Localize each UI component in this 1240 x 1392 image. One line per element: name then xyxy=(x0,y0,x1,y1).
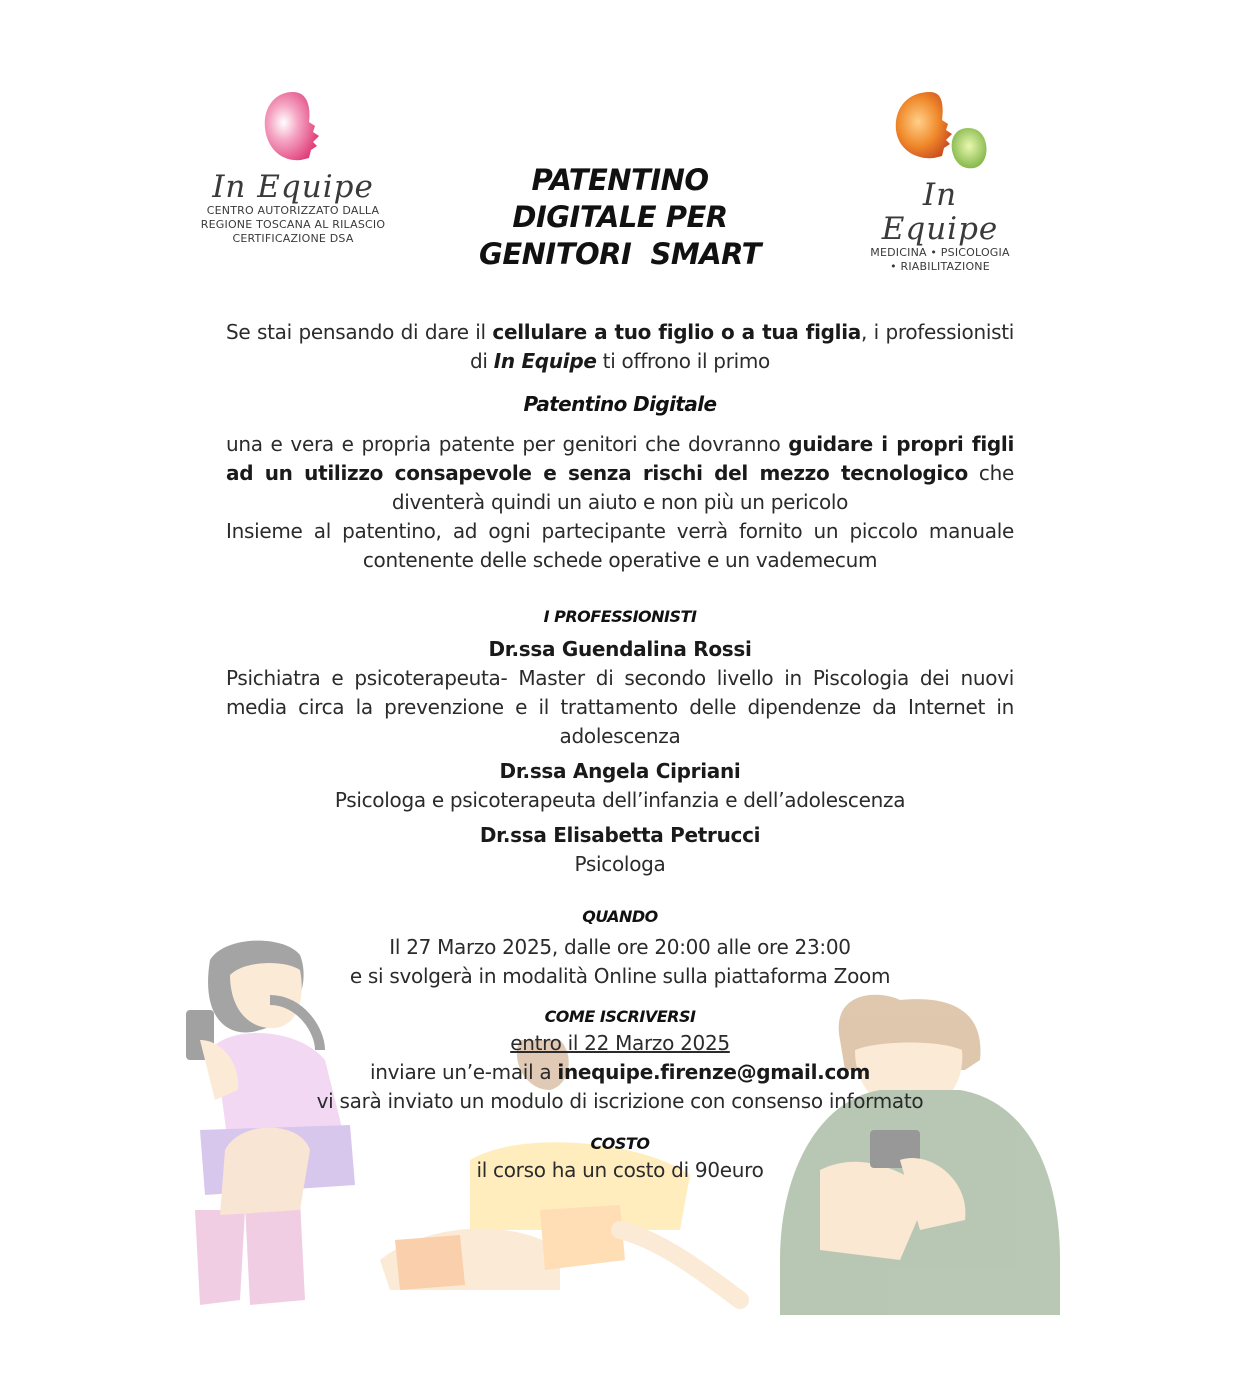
cost-text: il corso ha un costo di 90euro xyxy=(476,1158,764,1182)
title-line: GENITORI SMART xyxy=(479,237,761,271)
signup-deadline xyxy=(226,1029,1014,1058)
manual-paragraph: Insieme al patentino, ad ogni partecipante verrà fornito un piccolo manuale contenente delle schede operative e un vademecum xyxy=(226,519,1014,572)
title-line: PATENTINO xyxy=(531,163,709,197)
logo-brand-right: In Equipe xyxy=(881,177,999,247)
intro-paragraph xyxy=(226,318,1014,376)
description-text: una e vera e propria patente per genitori che dovranno xyxy=(226,432,789,456)
signup-email-line xyxy=(226,1058,1014,1087)
signup-email-prefix: inviare un’e-mail a xyxy=(370,1060,558,1084)
logo-caption-line: REGIONE TOSCANA AL RILASCIO xyxy=(200,218,386,231)
orange-green-heads-logo-icon xyxy=(890,88,990,172)
logo-caption-line: CERTIFICAZIONE DSA xyxy=(232,232,354,245)
intro-text: Se stai pensando di dare il xyxy=(226,320,493,344)
intro-highlight: cellulare a tuo figlio o a tua figlia xyxy=(492,320,861,344)
logo-brand-left: In Equipe xyxy=(212,169,374,205)
signup-note: vi sarà inviato un modulo di iscrizione con consenso informato xyxy=(316,1089,924,1113)
in-equipe-medicina-logo xyxy=(860,88,1020,274)
professional-role: Psicologa xyxy=(574,852,666,876)
page-title xyxy=(440,162,800,273)
cost-heading: COSTO xyxy=(590,1134,650,1153)
professional-name: Dr.ssa Elisabetta Petrucci xyxy=(479,823,761,847)
when-heading: QUANDO xyxy=(582,907,658,926)
professional-name: Dr.ssa Guendalina Rossi xyxy=(488,637,752,661)
title-line: DIGITALE PER xyxy=(512,200,728,234)
when-modality: e si svolgerà in modalità Online sulla piattaforma Zoom xyxy=(349,964,891,988)
signup-email-link[interactable]: inequipe.firenze@gmail.com xyxy=(557,1060,870,1084)
description-highlight: guidare i propri figli ad un utilizzo consapevole e senza rischi del mezzo tecnologico xyxy=(226,432,1014,485)
description-paragraph xyxy=(226,430,1014,517)
intro-brand: In Equipe xyxy=(493,349,597,373)
flyer-body xyxy=(226,318,1014,1185)
professional-role: Psichiatra e psicoterapeuta- Master di secondo livello in Piscologia dei nuovi media circa la prevenzione e il trattamento delle dipendenze da Internet in adolescenza xyxy=(226,666,1014,748)
signup-heading: COME ISCRIVERSI xyxy=(544,1007,696,1026)
logo-caption-line: • RIABILITAZIONE xyxy=(890,260,990,273)
professional-role: Psicologa e psicoterapeuta dell’infanzia e dell’adolescenza xyxy=(334,788,906,812)
when-date: Il 27 Marzo 2025, dalle ore 20:00 alle ore 23:00 xyxy=(389,935,851,959)
logo-caption-line: MEDICINA • PSICOLOGIA xyxy=(870,246,1010,259)
professionals-heading: I PROFESSIONISTI xyxy=(543,607,697,626)
intro-text: , i professionisti di xyxy=(469,320,1015,373)
signup-deadline-text: entro il 22 Marzo 2025 xyxy=(510,1031,730,1055)
pink-head-logo-icon xyxy=(261,88,325,164)
in-equipe-dsa-logo xyxy=(198,88,388,246)
intro-text: ti offrono il primo xyxy=(596,349,770,373)
patentino-heading: Patentino Digitale xyxy=(523,392,717,416)
professional-name: Dr.ssa Angela Cipriani xyxy=(499,759,741,783)
description-text: che diventerà quindi un aiuto e non più un pericolo xyxy=(391,461,1014,514)
logo-caption-line: CENTRO AUTORIZZATO DALLA xyxy=(206,204,380,217)
